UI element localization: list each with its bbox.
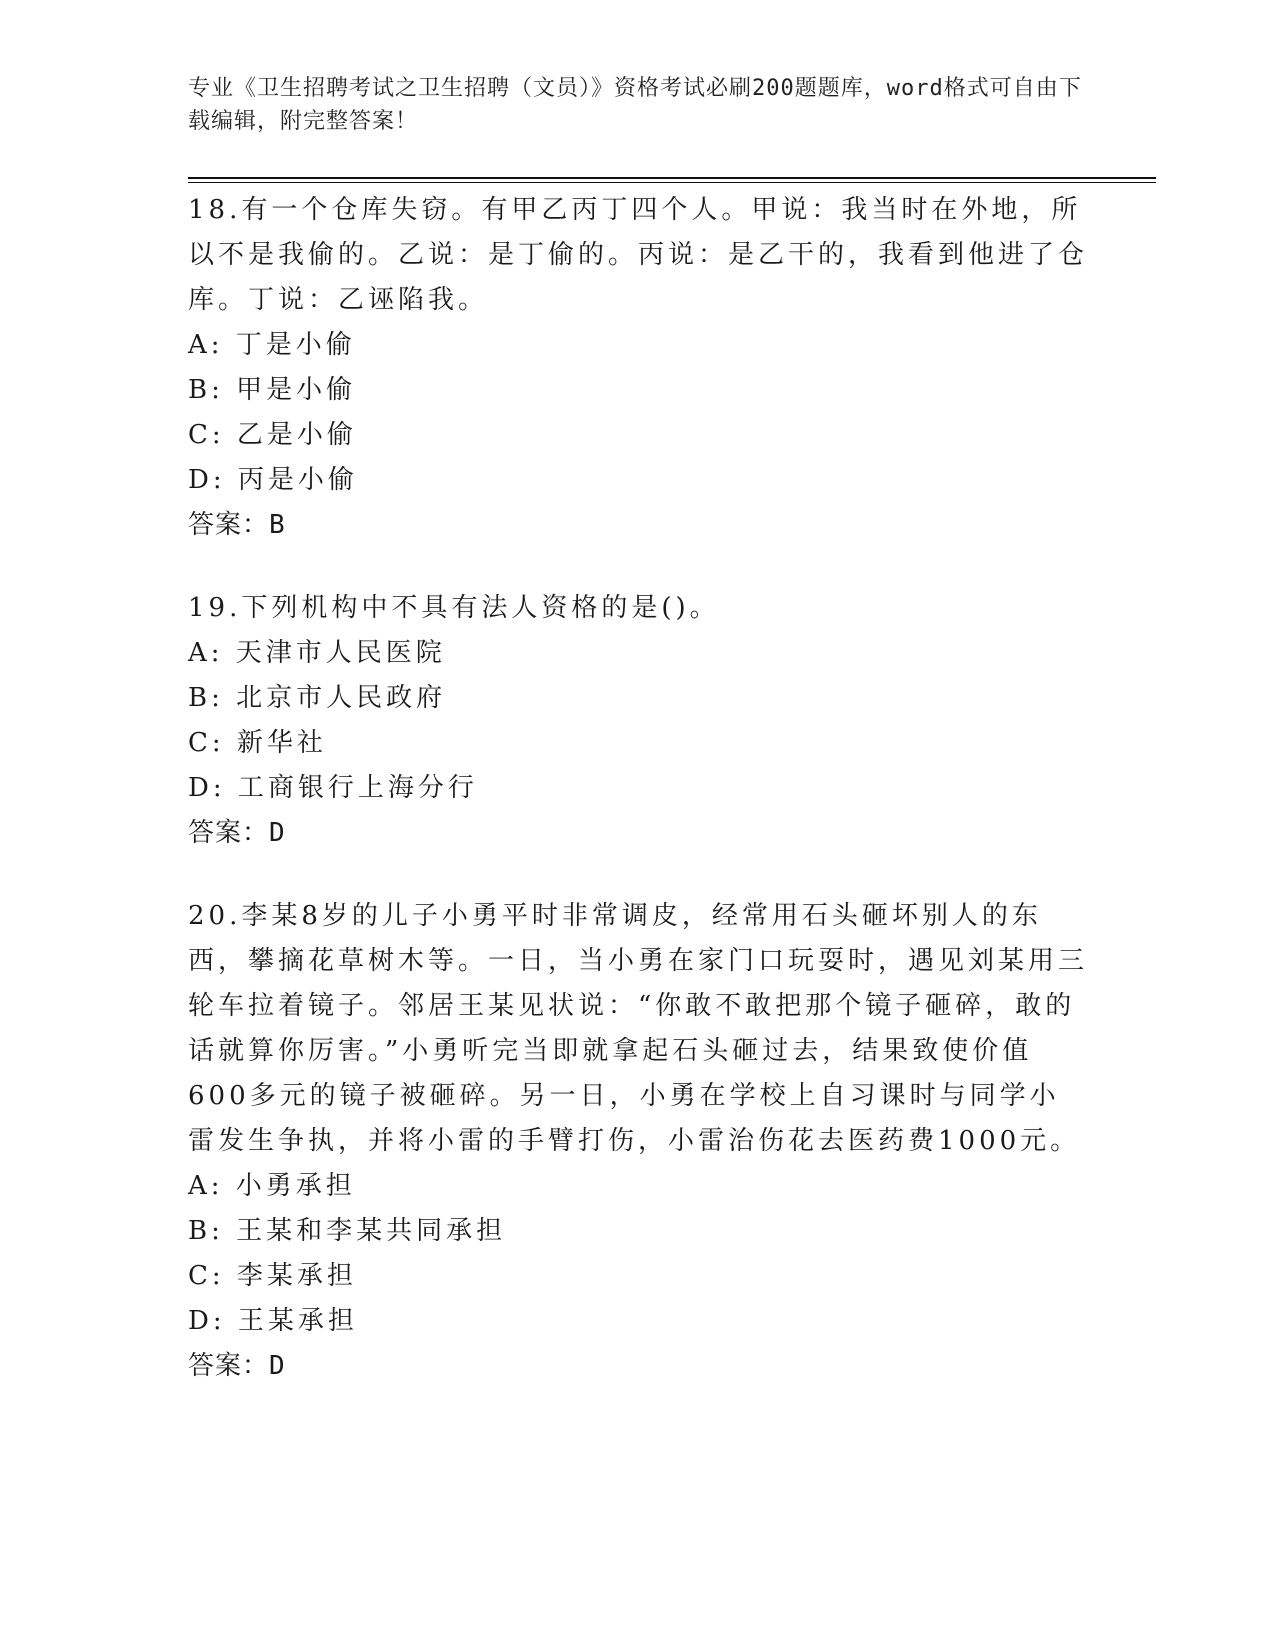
option-c: C: 新华社 [188, 728, 327, 758]
answer-line: 答案：B [188, 510, 286, 540]
question-18 [188, 188, 1088, 548]
option-b: B: 甲是小偷 [188, 375, 357, 405]
option-a: A: 天津市人民医院 [188, 638, 446, 668]
option-d: D: 工商银行上海分行 [188, 773, 478, 803]
question-stem: 18.有一个仓库失窃。有甲乙丙丁四个人。甲说：我当时在外地，所以不是我偷的。乙说：是丁偷的。丙说：是乙干的，我看到他进了仓库。丁说：乙诬陷我。 [188, 195, 1089, 315]
option-c: C: 乙是小偷 [188, 420, 357, 450]
option-d: D: 王某承担 [188, 1306, 358, 1336]
option-a: A: 小勇承担 [188, 1171, 356, 1201]
option-d: D: 丙是小偷 [188, 465, 358, 495]
answer-line: 答案：D [188, 818, 286, 848]
header-divider-thick [188, 177, 1156, 179]
question-20 [188, 894, 1088, 1389]
option-b: B: 王某和李某共同承担 [188, 1216, 507, 1246]
option-a: A: 丁是小偷 [188, 330, 356, 360]
header-divider-thin [188, 182, 1156, 183]
answer-line: 答案：D [188, 1351, 286, 1381]
option-c: C: 李某承担 [188, 1261, 357, 1291]
document-header: 专业《卫生招聘考试之卫生招聘（文员）》资格考试必刷200题题库，word格式可自由下载编辑，附完整答案！ [188, 76, 1082, 134]
option-b: B: 北京市人民政府 [188, 683, 447, 713]
question-stem: 20.李某8岁的儿子小勇平时非常调皮，经常用石头砸坏别人的东西，攀摘花草树木等。一日，当小勇在家门口玩耍时，遇见刘某用三轮车拉着镜子。邻居王某见状说：“你敢不敢把那个镜子砸碎，敢的话就算你厉害。”小勇听完当即就拿起石头砸过去，结果致使价值600多元的镜子被砸碎。另一日，小勇在学校上自习课时与同学小雷发生争执，并将小雷的手臂打伤，小雷治伤花去医药费1000元。 [188, 901, 1089, 1156]
question-19 [188, 586, 1088, 856]
question-list [188, 188, 1088, 1427]
question-stem: 19.下列机构中不具有法人资格的是()。 [188, 593, 720, 623]
